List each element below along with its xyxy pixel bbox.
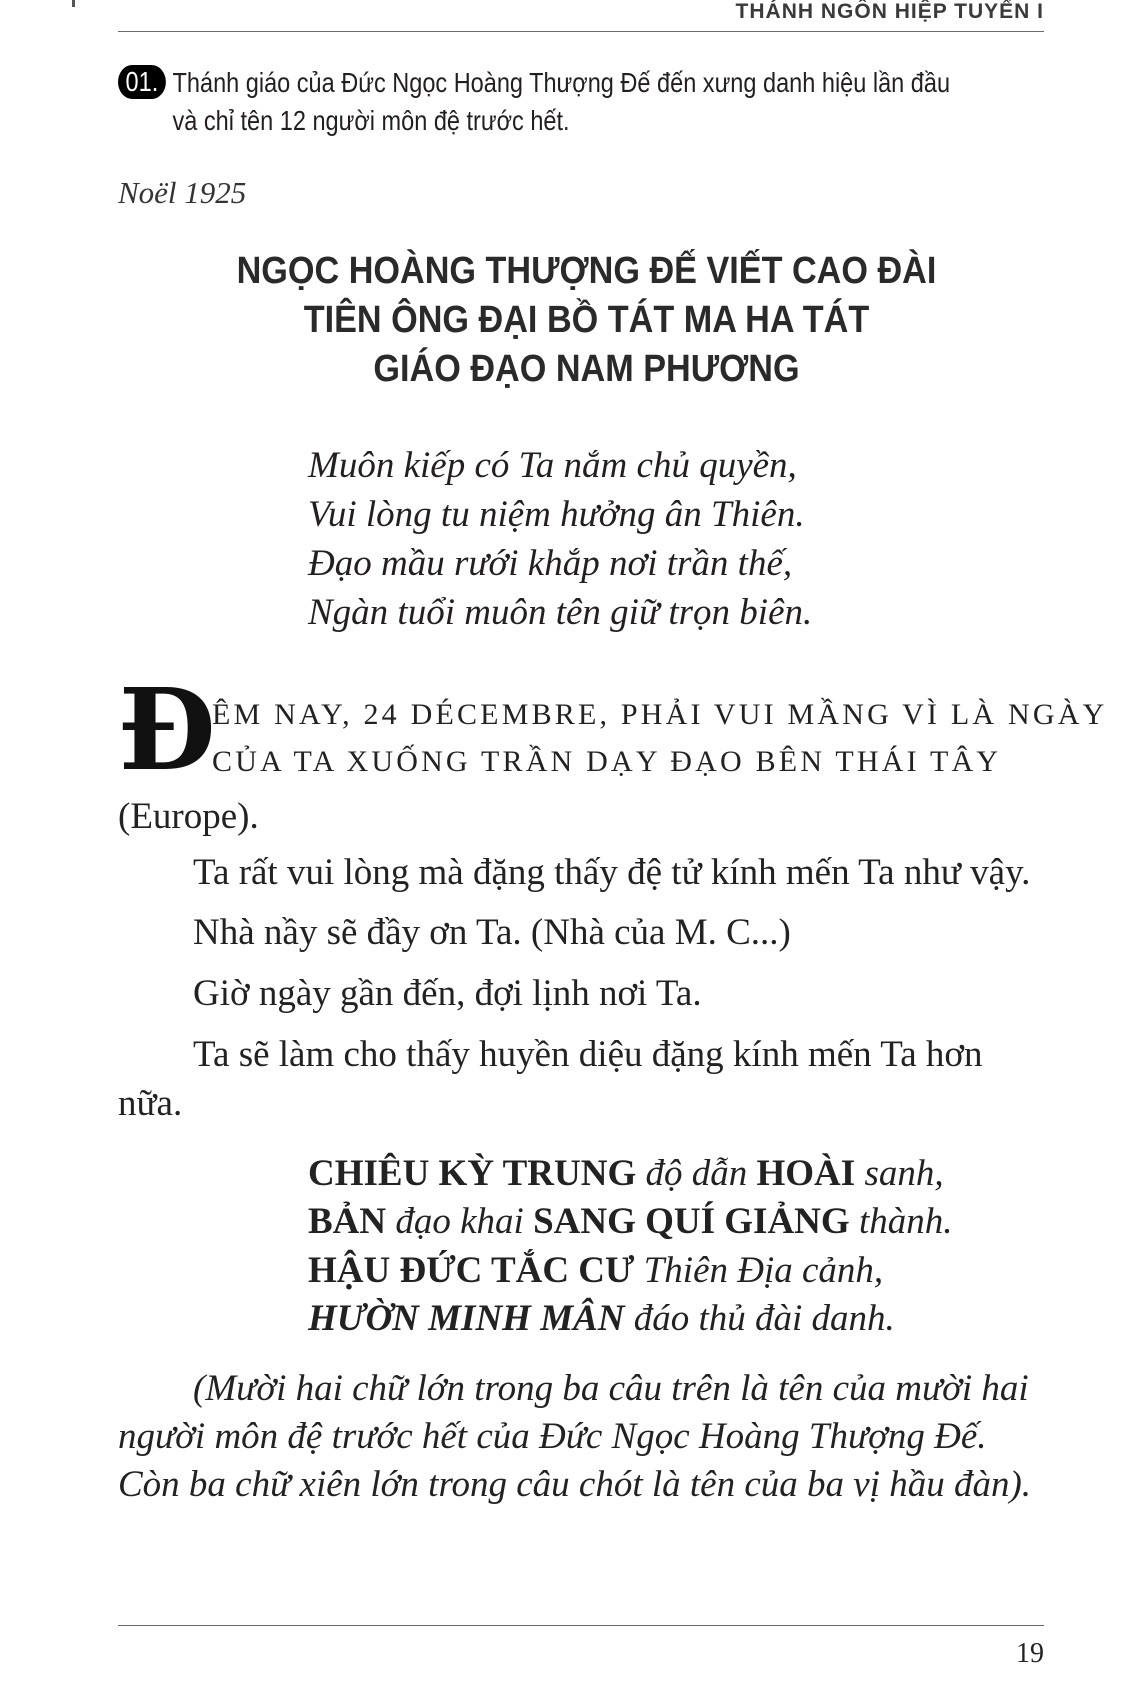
- poem-line-2: Vui lòng tu niệm hưởng ân Thiên.: [308, 494, 805, 535]
- verse-line-2: [308, 1200, 952, 1243]
- poem-line-1: Muôn kiếp có Ta nắm chủ quyền,: [308, 445, 797, 486]
- verse-line-3: [308, 1249, 883, 1292]
- body-paragraph-3: Giờ ngày gần đến, đợi lịnh nơi Ta.: [193, 973, 702, 1014]
- note-line-2: người môn đệ trước hết của Đức Ngọc Hoàng Thượng Đế.: [118, 1416, 987, 1457]
- heading-line-1: NGỌC HOÀNG THƯỢNG ĐẾ VIẾT CAO ĐÀI: [236, 250, 937, 292]
- poem-line-3: Đạo mầu rưới khắp nơi trần thế,: [308, 543, 793, 584]
- verse-text: Thiên Địa cảnh,: [634, 1250, 884, 1291]
- verse-text: độ dẫn: [636, 1153, 757, 1194]
- body-line-europe: (Europe).: [118, 796, 259, 837]
- section-title-line-2: và chỉ tên 12 người môn đệ trước hết.: [172, 105, 570, 136]
- drop-cap: Đ: [118, 665, 216, 796]
- verse-text: đạo khai: [386, 1201, 534, 1242]
- verse-name-italic: HƯỜN MINH MÂN: [308, 1298, 625, 1339]
- verse-name: SANG QUÍ GIẢNG: [533, 1201, 850, 1242]
- note-line-3: Còn ba chữ xiên lớn trong câu chót là tên của ba vị hầu đàn).: [118, 1464, 1032, 1505]
- verse-name: HẬU ĐỨC TẮC CƯ: [308, 1250, 635, 1291]
- verse-name: BẢN: [308, 1201, 387, 1242]
- crop-mark: [72, 0, 75, 7]
- body-caps-line-1: ÊM NAY, 24 DÉCEMBRE, PHẢI VUI MẦNG VÌ LÀ NGÀY: [212, 698, 1108, 731]
- verse-text: sanh,: [855, 1153, 944, 1194]
- verse-text: thành.: [849, 1201, 953, 1242]
- verse-name: HOÀI: [756, 1153, 856, 1194]
- verse-text: đáo thủ đài danh.: [624, 1298, 895, 1339]
- heading-line-3: GIÁO ĐẠO NAM PHƯƠNG: [373, 348, 800, 390]
- main-heading: [118, 247, 1055, 394]
- body-paragraph-4-line-2: nữa.: [118, 1083, 183, 1124]
- heading-line-2: TIÊN ÔNG ĐẠI BỒ TÁT MA HA TÁT: [303, 299, 870, 341]
- section-title-line-1: Thánh giáo của Đức Ngọc Hoàng Thượng Đế đến xưng danh hiệu lần đầu: [172, 67, 951, 98]
- page-number: 19: [1016, 1638, 1044, 1669]
- poem-line-4: Ngàn tuổi muôn tên giữ trọn biên.: [308, 592, 813, 633]
- body-caps-line-2: CỦA TA XUỐNG TRẦN DẠY ĐẠO BÊN THÁI TÂY: [212, 745, 1002, 778]
- section-heading: [118, 64, 951, 140]
- date-line: Noël 1925: [118, 175, 247, 210]
- running-head: THÁNH NGÔN HIỆP TUYỂN I: [735, 0, 1044, 23]
- verse-name: CHIÊU KỲ TRUNG: [308, 1153, 637, 1194]
- opening-poem: [308, 441, 812, 637]
- body-paragraph-1: Ta rất vui lòng mà đặng thấy đệ tử kính mến Ta như vậy.: [193, 852, 1031, 893]
- header-rule: [118, 31, 1044, 32]
- footer-rule: [118, 1625, 1044, 1626]
- note-line-1: (Mười hai chữ lớn trong ba câu trên là tên của mười hai: [193, 1368, 1029, 1409]
- verse-line-1: [308, 1152, 944, 1195]
- section-number-badge: 01.: [118, 65, 166, 99]
- verse-line-4: [308, 1297, 895, 1340]
- body-paragraph-4-line-1: Ta sẽ làm cho thấy huyền diệu đặng kính mến Ta hơn: [193, 1034, 983, 1075]
- body-paragraph-2: Nhà nầy sẽ đầy ơn Ta. (Nhà của M. C...): [193, 912, 791, 953]
- section-title: [173, 64, 950, 140]
